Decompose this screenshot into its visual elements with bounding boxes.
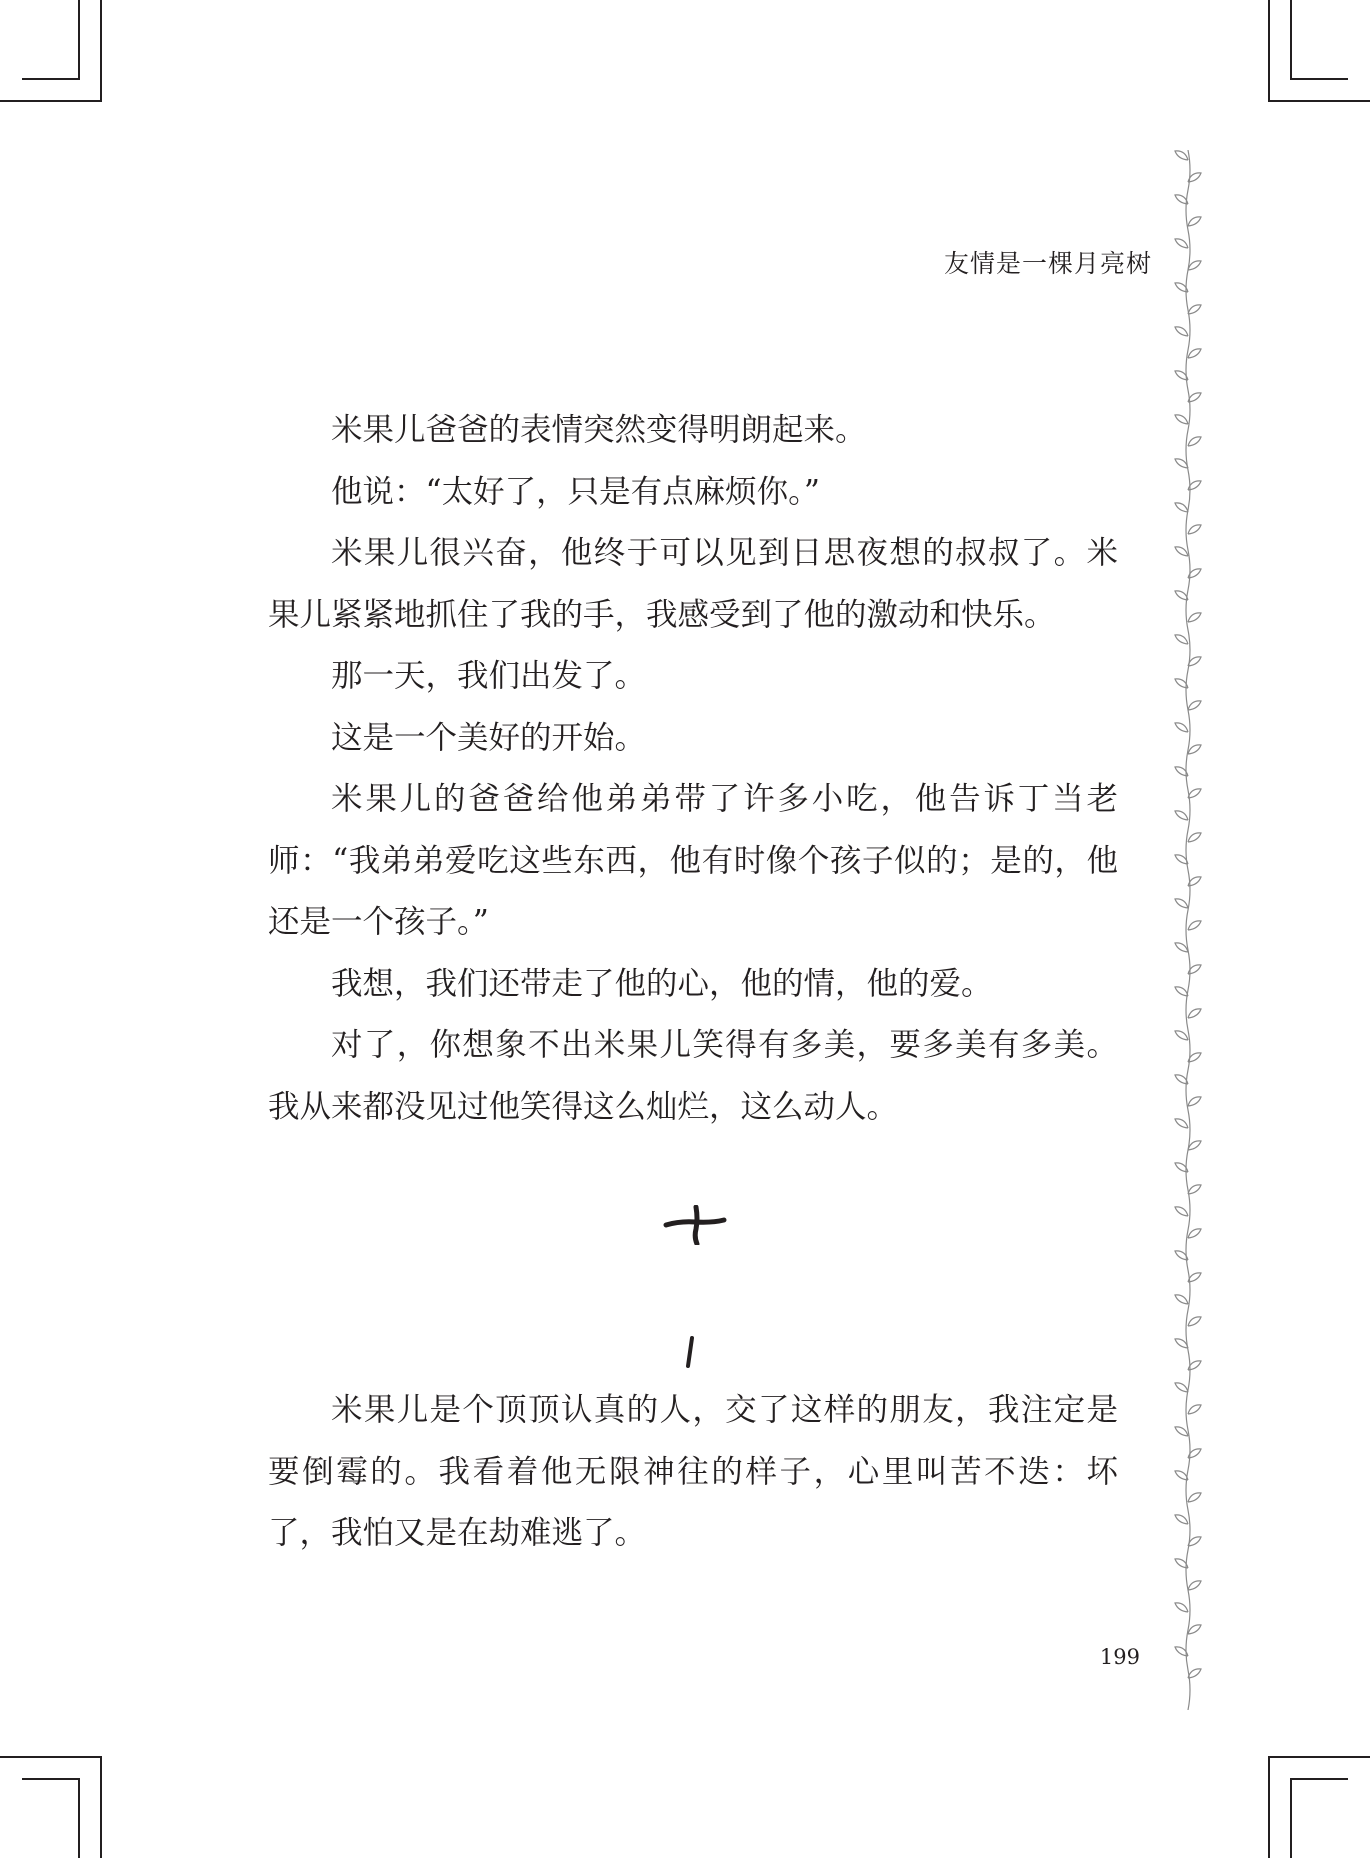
vine-leaf (1188, 305, 1201, 314)
vine-leaf (1188, 613, 1201, 622)
paragraph: 对了，你想象不出米果儿笑得有多美，要多美有多美。我从来都没见过他笑得这么灿烂，这么动人。 (268, 1027, 1118, 1125)
crop-mark-bottom-right-horizontal-inner (1290, 1778, 1348, 1780)
vine-leaf (1175, 151, 1188, 160)
vine-leaf (1175, 723, 1188, 732)
vine-leaf (1188, 437, 1201, 446)
chapter-numeral (660, 1205, 730, 1245)
vine-leaf (1175, 1603, 1188, 1612)
paragraph: 米果儿很兴奋，他终于可以见到日思夜想的叔叔了。米果儿紧紧地抓住了我的手，我感受到了他的激动和快乐。 (268, 535, 1118, 633)
vine-leaf (1175, 503, 1188, 512)
vine-leaf (1188, 701, 1201, 710)
crop-mark-top-right-horizontal (1268, 100, 1370, 102)
vine-leaf (1175, 1207, 1188, 1216)
crop-mark-top-right-horizontal-inner (1290, 78, 1348, 80)
crop-mark-bottom-right-vertical-inner (1290, 1778, 1292, 1858)
vine-leaf (1175, 1031, 1188, 1040)
crop-mark-top-left-vertical-inner (78, 0, 80, 80)
leaf-vine-ornament (1168, 150, 1208, 1710)
vine-leaf (1188, 1581, 1201, 1590)
vine-leaf (1188, 1097, 1201, 1106)
vine-leaf (1188, 1009, 1201, 1018)
vine-leaf (1188, 1493, 1201, 1502)
vine-leaf (1175, 547, 1188, 556)
vine-leaf (1188, 1317, 1201, 1326)
vine-leaf (1175, 1119, 1188, 1128)
vine-leaf (1188, 745, 1201, 754)
vine-leaf (1188, 217, 1201, 226)
section-numeral (680, 1334, 700, 1370)
running-header: 友情是一棵月亮树 (943, 249, 1152, 278)
crop-mark-top-left-vertical (100, 0, 102, 102)
vine-leaf (1175, 1427, 1188, 1436)
crop-mark-bottom-left-horizontal-inner (22, 1778, 80, 1780)
vine-leaf (1188, 833, 1201, 842)
crop-mark-top-left-horizontal (0, 100, 102, 102)
vine-leaf (1188, 525, 1201, 534)
vine-leaf (1188, 1229, 1201, 1238)
vine-leaf (1188, 349, 1201, 358)
crop-mark-bottom-right-horizontal (1268, 1756, 1370, 1758)
paragraph: 我想，我们还带走了他的心，他的情，他的爱。 (331, 965, 993, 1002)
crop-mark-bottom-left-vertical-inner (78, 1778, 80, 1858)
crop-mark-bottom-left-horizontal (0, 1756, 102, 1758)
vine-leaf (1188, 1185, 1201, 1194)
vine-leaf (1188, 789, 1201, 798)
paragraph: 米果儿的爸爸给他弟弟带了许多小吃，他告诉丁当老师：“我弟弟爱吃这些东西，他有时像个孩子似的；是的，他还是一个孩子。” (268, 781, 1118, 940)
vine-leaf (1175, 987, 1188, 996)
paragraph: 米果儿爸爸的表情突然变得明朗起来。 (331, 412, 867, 448)
body-text (268, 400, 1118, 1138)
body-text-after-section (268, 1380, 1118, 1565)
vine-leaf (1175, 943, 1188, 952)
vine-leaf (1175, 415, 1188, 424)
vine-leaf (1188, 921, 1201, 930)
vine-leaf (1188, 1405, 1201, 1414)
crop-mark-top-left-horizontal-inner (22, 78, 80, 80)
crop-mark-bottom-right-vertical (1268, 1756, 1270, 1858)
crop-mark-bottom-left-vertical (100, 1756, 102, 1858)
paragraph: 米果儿是个顶顶认真的人，交了这样的朋友，我注定是要倒霉的。我看着他无限神往的样子，心里叫苦不迭：坏了，我怕又是在劫难逃了。 (268, 1392, 1118, 1551)
paragraph: 他说：“太好了，只是有点麻烦你。” (331, 473, 820, 510)
page-number: 199 (1099, 1645, 1140, 1669)
vine-leaf (1175, 1295, 1188, 1304)
vine-leaf (1188, 1141, 1201, 1150)
paragraph: 这是一个美好的开始。 (331, 719, 647, 756)
crop-mark-top-right-vertical (1268, 0, 1270, 102)
vine-leaf (1175, 239, 1188, 248)
vine-leaf (1175, 1515, 1188, 1524)
vine-leaf (1188, 261, 1201, 270)
vine-leaf (1175, 811, 1188, 820)
paragraph: 那一天，我们出发了。 (331, 658, 647, 694)
vine-leaf (1188, 1669, 1201, 1678)
vine-leaf (1175, 635, 1188, 644)
vine-leaf (1175, 1383, 1188, 1392)
vine-leaf (1175, 899, 1188, 908)
crop-mark-top-right-vertical-inner (1290, 0, 1292, 80)
vine-leaf (1188, 1625, 1201, 1634)
vine-leaf (1175, 327, 1188, 336)
